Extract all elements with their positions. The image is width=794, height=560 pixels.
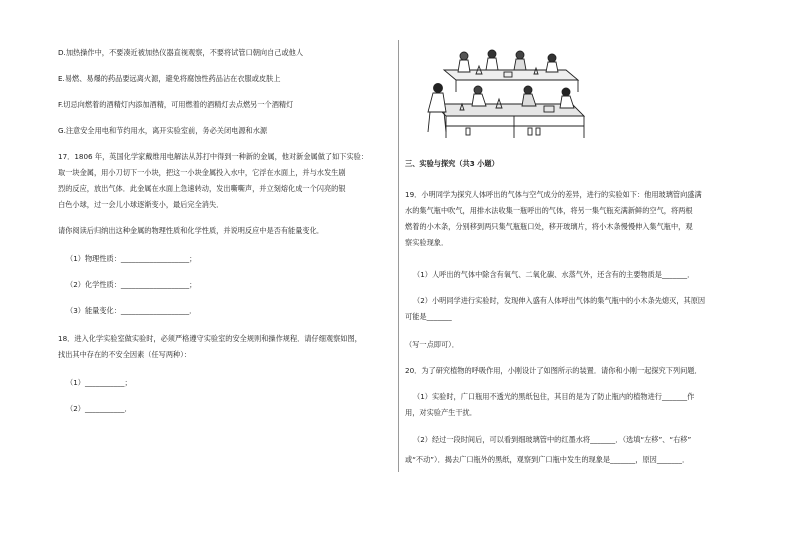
column-divider <box>398 40 399 472</box>
q19-line-2: 水的集气瓶中吹气，用排水法收集一瓶呼出的气体，将另一集气瓶充满新鲜的空气，将两根 <box>405 206 693 215</box>
q19-sub-1: （1）人呼出的气体中除含有氧气、二氧化碳、水蒸气外，还含有的主要物质是_______． <box>413 270 695 279</box>
rule-item-g: G.注意安全用电和节约用水，离开实验室前，务必关闭电源和水源 <box>58 126 268 135</box>
q18-answer-2: （2）___________． <box>66 404 132 413</box>
section-title: 三、实验与探究（共3 小题） <box>405 159 499 168</box>
q17-line-3: 烈的反应，放出气体．此金属在水面上急速转动，发出嘶嘶声，并立刻熔化成一个闪亮的银 <box>58 184 346 193</box>
q18-line-1: 18．进入化学实验室做实验时，必须严格遵守实验室的安全规则和操作规程．请仔细观察如图， <box>58 334 362 343</box>
q20-sub-2-line-2: 或“不动”）．揭去广口瓶外的黑纸，观察到广口瓶中发生的现象是_______，原因_______． <box>405 455 690 464</box>
q19-sub-2-line-2: 可能是_______ <box>405 312 452 321</box>
lab-scene-illustration <box>416 46 588 142</box>
q19-line-1: 19．小明同学为探究人体呼出的气体与空气成分的差异，进行的实验如下：他用玻璃管向盛满 <box>405 190 702 199</box>
q19-line-4: 察实验现象． <box>405 238 449 247</box>
q20-line-1: 20．为了研究植物的呼吸作用，小刚设计了如图所示的装置．请你和小刚一起探究下列问题． <box>405 366 702 375</box>
q20-sub-1-line-2: 用，对实验产生干扰． <box>405 408 477 417</box>
q17-answer-chemical: （2）化学性质：___________________； <box>66 280 197 289</box>
q17-ask: 请你阅读后归纳出这种金属的物理性质和化学性质，并说明反应中是否有能量变化． <box>58 226 324 235</box>
q17-line-2: 取一块金属，用小刀切下一小块，把这一小块金属投入水中，它浮在水面上，并与水发生剧 <box>58 168 346 177</box>
q17-line-4: 白色小球，过一会儿小球逐渐变小，最后完全消失． <box>58 200 224 209</box>
q19-line-3: 燃着的小木条，分别移到两只集气瓶瓶口处，移开玻璃片，将小木条慢慢伸入集气瓶中，观 <box>405 222 693 231</box>
q17-answer-energy: （3）能量变化：___________________． <box>66 306 197 315</box>
rule-item-e: E.易燃、易爆的药品要远离火源，避免将腐蚀性药品沾在衣服或皮肤上 <box>58 74 281 83</box>
rule-item-d: D.加热操作中，不要凑近被加热仪器直视观察，不要将试管口朝向自己或他人 <box>58 48 304 57</box>
q20-sub-1-line-1: （1）实验时，广口瓶用不透光的黑纸包住，其目的是为了防止瓶内的植物进行_______作 <box>413 392 695 401</box>
q18-line-2: 找出其中存在的不安全因素（任写两种）： <box>58 350 191 359</box>
q20-sub-2-line-1: （2）经过一段时间后，可以看到细玻璃管中的红墨水将_______．（选填“左移”、“右移” <box>413 435 692 444</box>
rule-item-f: F.切忌向燃着的酒精灯内添加酒精，可用燃着的酒精灯去点燃另一个酒精灯 <box>58 100 294 109</box>
q19-sub-2-line-1: （2）小明同学进行实验时，发现伸入盛有人体呼出气体的集气瓶中的小木条先熄灭，其原因 <box>413 296 706 305</box>
q18-answer-1: （1）___________； <box>66 378 132 387</box>
q17-answer-physical: （1）物理性质：___________________； <box>66 254 197 263</box>
q19-sub-2-line-3: （写一点即可）． <box>405 340 459 349</box>
q17-line-1: 17．1806 年，英国化学家戴维用电解法从苏打中得到一种新的金属，他对新金属做了如下实验： <box>58 152 369 161</box>
